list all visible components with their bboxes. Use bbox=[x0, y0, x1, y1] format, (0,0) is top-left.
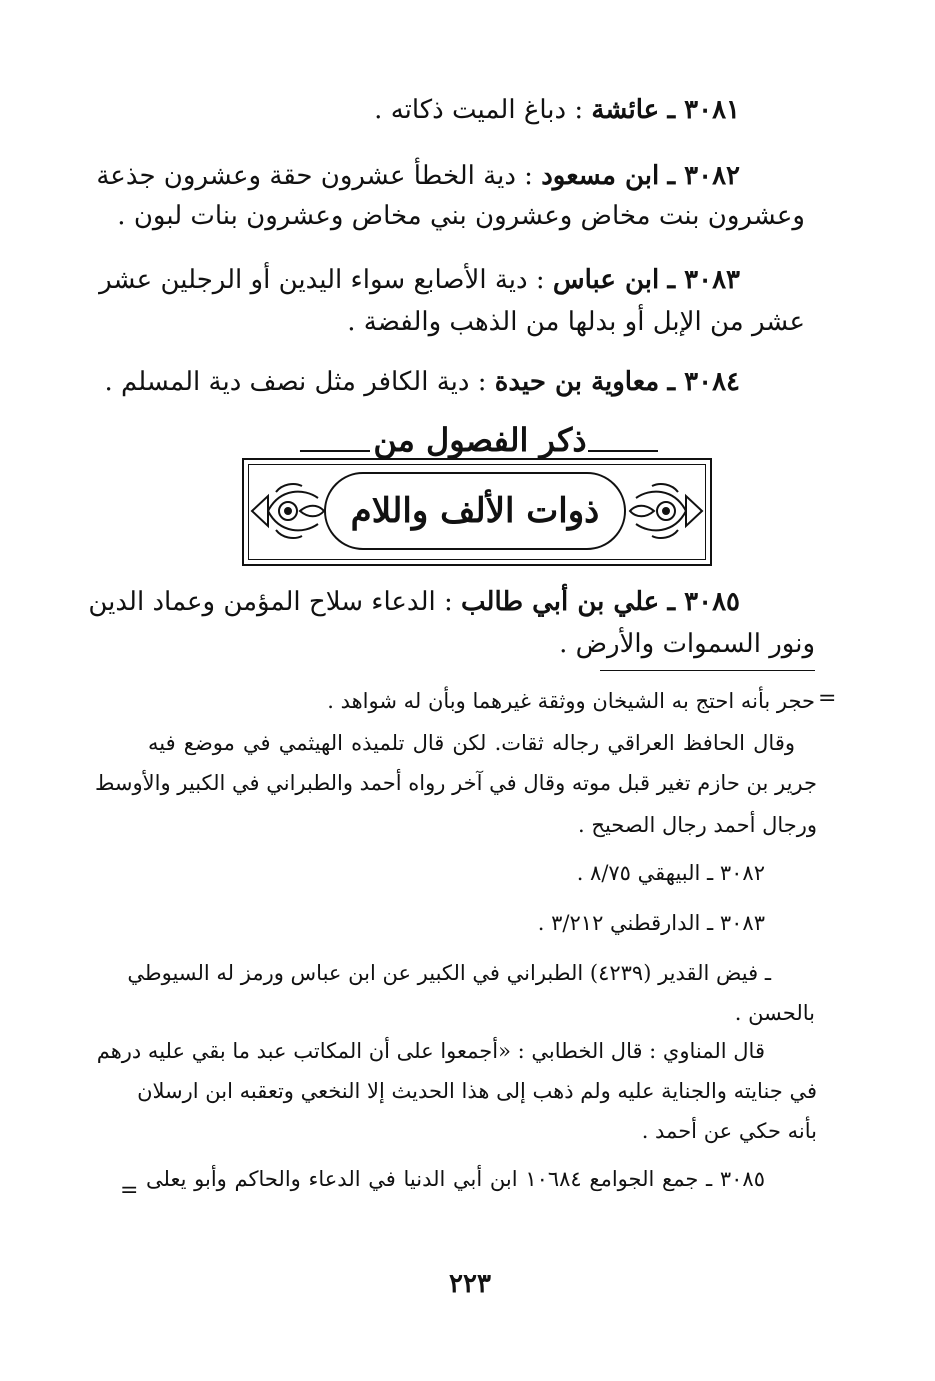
entry-3085-line-2 bbox=[130, 626, 815, 662]
footnote-ref-3082: ٣٠٨٢ ـ البيهقي ٨/٧٥ . bbox=[576, 861, 765, 885]
frame-title: ذوات الألف واللام bbox=[350, 491, 600, 531]
continuation-mark-icon: = bbox=[818, 686, 837, 711]
entry-number: ٣٠٨١ ـ bbox=[667, 95, 740, 125]
page-number: ٢٢٣ bbox=[449, 1269, 491, 1299]
entry-3081 bbox=[130, 92, 740, 128]
entry-3084 bbox=[104, 364, 740, 400]
heading-rule-right bbox=[588, 450, 658, 452]
footnote-line: ـ فيض القدير (٤٢٣٩) الطبراني في الكبير عن ابن عباس ورمز له السيوطي bbox=[127, 961, 771, 985]
entry-text: وعشرون بنت مخاض وعشرون بني مخاض وعشرون بنات لبون . bbox=[117, 201, 805, 231]
footnote-separator bbox=[600, 670, 815, 671]
footnote-line: وقال الحافظ العراقي رجاله ثقات. لكن قال تلميذه الهيثمي في موضع فيه bbox=[148, 731, 795, 755]
footnote-ref-3083: ٣٠٨٣ ـ الدارقطني ٣/٢١٢ . bbox=[537, 911, 765, 935]
entry-text: : دية الكافر مثل نصف دية المسلم . bbox=[104, 367, 487, 397]
entry-narrator: ابن مسعود bbox=[541, 161, 660, 191]
entry-3082-line-1 bbox=[96, 158, 740, 194]
continuation-mark-icon: = bbox=[120, 1178, 139, 1203]
section-frame bbox=[242, 458, 712, 566]
entry-number: ٣٠٨٥ ـ bbox=[667, 587, 740, 617]
entry-number: ٣٠٨٤ ـ bbox=[667, 367, 740, 397]
entry-3083-line-1 bbox=[99, 262, 740, 298]
footnote-line: بالحسن . bbox=[734, 1001, 815, 1025]
entry-number: ٣٠٨٣ ـ bbox=[667, 265, 740, 295]
entry-text: : دية الخطأ عشرون حقة وعشرون جذعة bbox=[96, 161, 533, 191]
footnote-ref-3085: ٣٠٨٥ ـ جمع الجوامع ١٠٦٨٤ ابن أبي الدنيا في الدعاء والحاكم وأبو يعلى bbox=[146, 1167, 765, 1191]
ornament-left-icon bbox=[248, 474, 330, 548]
footnote-line: حجر بأنه احتج به الشيخان ووثقة غيرهما وبأن له شواهد . bbox=[327, 689, 815, 713]
entry-narrator: معاوية بن حيدة bbox=[494, 367, 660, 397]
entry-narrator: عائشة bbox=[591, 95, 660, 125]
ornament-right-icon bbox=[624, 474, 706, 548]
section-heading: ذكر الفصول من bbox=[373, 421, 587, 459]
entry-text: ونور السموات والأرض . bbox=[559, 629, 815, 659]
entry-text: عشر من الإبل أو بدلها من الذهب والفضة . bbox=[347, 307, 805, 337]
entry-text: : دباغ الميت ذكاته . bbox=[374, 95, 584, 125]
entry-narrator: علي بن أبي طالب bbox=[461, 587, 660, 617]
entry-number: ٣٠٨٢ ـ bbox=[667, 161, 740, 191]
entry-3082-line-2 bbox=[117, 198, 805, 234]
footnote-line: بأنه حكي عن أحمد . bbox=[641, 1119, 817, 1143]
footnote-line: في جنايته والجناية عليه ولم ذهب إلى هذا الحديث إلا النخعي وتعقبه ابن ارسلان bbox=[137, 1079, 817, 1103]
entry-3083-line-2 bbox=[130, 304, 805, 340]
footnote-line: جرير بن حازم تغير قبل موته وقال في آخر رواه أحمد والطبراني في الكبير والأوسط bbox=[94, 771, 817, 795]
entry-narrator: ابن عباس bbox=[552, 265, 660, 295]
entry-text: : دية الأصابع سواء اليدين أو الرجلين عشر bbox=[99, 265, 545, 295]
footnote-line: قال المناوي : قال الخطابي : «أجمعوا على أن المكاتب عبد ما بقي عليه درهم bbox=[96, 1039, 765, 1063]
entry-3085-line-1 bbox=[88, 584, 740, 620]
footnote-line: ورجال أحمد رجال الصحيح . bbox=[578, 813, 817, 837]
entry-text: : الدعاء سلاح المؤمن وعماد الدين bbox=[88, 587, 453, 617]
heading-rule-left bbox=[300, 450, 370, 452]
